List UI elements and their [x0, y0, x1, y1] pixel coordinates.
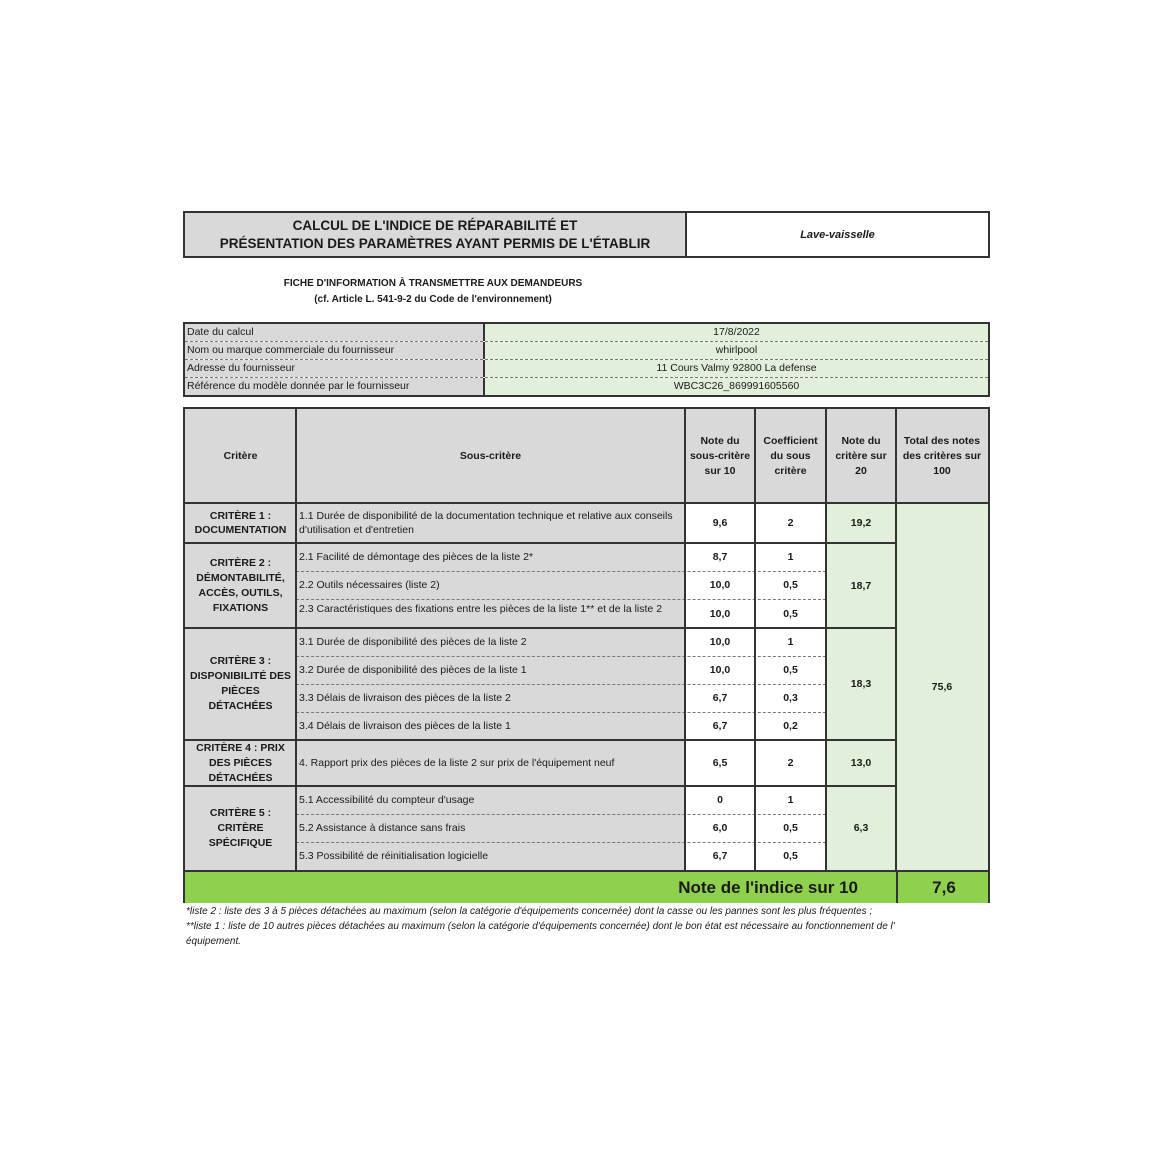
- col-header-critere: Critère: [223, 450, 258, 462]
- divider: [185, 502, 988, 504]
- divider: [185, 785, 896, 787]
- coef-3-1: 1: [787, 636, 794, 648]
- coef-1-1: 2: [787, 517, 794, 529]
- score-3-4: 6,7: [712, 720, 728, 732]
- appliance-category: Lave-vaisselle: [800, 228, 875, 241]
- subrow-divider: [296, 656, 826, 657]
- index-label: Note de l'indice sur 10: [678, 878, 858, 897]
- col-divider: [754, 409, 756, 870]
- fiche-line1: FICHE D'INFORMATION À TRANSMETTRE AUX DEMANDEURS: [283, 278, 583, 289]
- coef-4: 2: [787, 757, 794, 769]
- subcriterion-5-2-label: 5.2 Assistance à distance sans frais: [299, 822, 466, 834]
- coef-5-1: 1: [787, 794, 794, 806]
- report-title-line2: PRÉSENTATION DES PARAMÈTRES AYANT PERMIS DE L'ÉTABLIR: [219, 235, 651, 251]
- criterion-2-name: CRITÈRE 2 : DÉMONTABILITÉ, ACCÈS, OUTILS, FIXATIONS: [196, 556, 285, 614]
- criterion-5-note: 6,3: [853, 822, 869, 834]
- score-1-1: 9,6: [712, 517, 728, 529]
- info-row-date: [185, 324, 988, 342]
- repairability-table: [183, 407, 990, 903]
- info-value: 17/8/2022: [485, 324, 988, 341]
- report-title: [185, 213, 687, 256]
- score-4: 6,5: [712, 757, 728, 769]
- subcriterion-2-3-label: 2.3 Caractéristiques des fixations entre les pièces de la liste 1** et de la liste 2: [299, 603, 663, 615]
- col-header-sous-critere: Sous-critère: [459, 450, 522, 462]
- info-value: 11 Cours Valmy 92800 La defense: [485, 360, 988, 377]
- criterion-1-note: 19,2: [850, 517, 872, 529]
- index-row: [185, 870, 988, 903]
- coef-2-3: 0,5: [783, 607, 798, 620]
- criterion-2-note: 18,7: [850, 579, 872, 592]
- score-5-3: 6,7: [712, 850, 728, 862]
- footnotes: [186, 904, 986, 949]
- criterion-4-name: CRITÈRE 4 : PRIX DES PIÈCES DÉTACHÉES: [196, 741, 285, 784]
- coef-5-2: 0,5: [783, 822, 798, 834]
- subcriterion-3-2-label: 3.2 Durée de disponibilité des pièces de la liste 1: [299, 664, 527, 676]
- coef-5-3: 0,5: [783, 850, 798, 862]
- report-header: [183, 211, 990, 258]
- subrow-divider: [296, 684, 826, 685]
- subcriterion-3-1-label: 3.1 Durée de disponibilité des pièces de la liste 2: [299, 636, 527, 648]
- col-header-note-critere: Note du critère sur 20: [835, 434, 887, 477]
- coef-3-3: 0,3: [783, 692, 798, 704]
- coef-2-2: 0,5: [783, 579, 798, 591]
- footnote-2: **liste 1 : liste de 10 autres pièces détachées au maximum (selon la catégorie d'équipements concernée) dont le bon état est nécessaire au fonctionnement de l': [186, 921, 895, 932]
- info-label: Adresse du fournisseur: [185, 360, 485, 377]
- subrow-divider: [296, 842, 826, 843]
- index-value: 7,6: [896, 872, 990, 903]
- col-divider: [895, 409, 897, 870]
- fiche-subtitle: [183, 276, 683, 308]
- subcriterion-2-2-label: 2.2 Outils nécessaires (liste 2): [299, 579, 440, 591]
- supplier-info-table: [183, 322, 990, 397]
- score-3-2: 10,0: [709, 664, 731, 676]
- score-3-3: 6,7: [712, 692, 728, 704]
- subrow-divider: [296, 814, 826, 815]
- info-value: WBC3C26_869991605560: [485, 378, 988, 395]
- subcriterion-3-3-label: 3.3 Délais de livraison des pièces de la liste 2: [299, 692, 511, 704]
- report-title-line1: CALCUL DE L'INDICE DE RÉPARABILITÉ ET: [292, 217, 578, 233]
- subcriterion-2-1-label: 2.1 Facilité de démontage des pièces de la liste 2*: [299, 551, 534, 563]
- criterion-1-name: CRITÈRE 1 : DOCUMENTATION: [194, 510, 287, 536]
- footnote-3: équipement.: [186, 936, 242, 947]
- divider: [185, 542, 896, 544]
- info-value: whirlpool: [485, 342, 988, 359]
- subcriterion-5-3-label: 5.3 Possibilité de réinitialisation logicielle: [299, 850, 489, 862]
- info-label: Nom ou marque commerciale du fournisseur: [185, 342, 485, 359]
- score-2-3: 10,0: [709, 607, 731, 620]
- subcriterion-1-1-label: 1.1 Durée de disponibilité de la documentation technique et relative aux conseils d'utilisation et d'entretien: [299, 510, 673, 536]
- col-divider: [295, 409, 297, 870]
- criterion-3-name: CRITÈRE 3 : DISPONIBILITÉ DES PIÈCES DÉTACHÉES: [190, 655, 291, 712]
- fiche-line2: (cf. Article L. 541-9-2 du Code de l'environnement): [314, 294, 552, 305]
- footnote-1: *liste 2 : liste des 3 à 5 pièces détachées au maximum (selon la catégorie d'équipements concernée) dont la casse ou les pannes sont les plus fréquentes ;: [186, 906, 873, 917]
- col-divider: [825, 409, 827, 870]
- coef-3-2: 0,5: [783, 664, 798, 676]
- coef-3-4: 0,2: [783, 720, 798, 732]
- criterion-5-name: CRITÈRE 5 : CRITÈRE SPÉCIFIQUE: [208, 806, 273, 849]
- score-2-1: 8,7: [712, 551, 728, 563]
- criterion-4-note: 13,0: [850, 757, 872, 769]
- col-header-coef: Coefficient du sous critère: [763, 434, 818, 477]
- score-2-2: 10,0: [709, 579, 731, 591]
- info-label: Référence du modèle donnée par le fournisseur: [185, 378, 485, 395]
- divider: [185, 627, 896, 629]
- subrow-divider: [296, 571, 826, 572]
- col-header-total: Total des notes des critères sur 100: [902, 434, 982, 477]
- score-5-2: 6,0: [712, 822, 728, 834]
- score-5-1: 0: [717, 794, 723, 806]
- subrow-divider: [296, 599, 826, 600]
- criterion-3-note: 18,3: [850, 678, 872, 690]
- score-3-1: 10,0: [709, 636, 731, 648]
- subcriterion-4-label: 4. Rapport prix des pièces de la liste 2 sur prix de l'équipement neuf: [299, 757, 615, 769]
- subcriterion-5-1-label: 5.1 Accessibilité du compteur d'usage: [299, 794, 475, 806]
- info-label: Date du calcul: [185, 324, 485, 341]
- col-divider: [684, 409, 686, 870]
- subcriterion-3-4-label: 3.4 Délais de livraison des pièces de la liste 1: [299, 720, 511, 732]
- divider: [185, 739, 896, 741]
- col-header-note-sous: Note du sous-critère sur 10: [689, 434, 751, 477]
- info-row-brand: [185, 342, 988, 360]
- total-100-value: 75,6: [931, 680, 953, 693]
- info-row-model: [185, 378, 988, 395]
- info-row-address: [185, 360, 988, 378]
- coef-2-1: 1: [787, 551, 794, 563]
- subrow-divider: [296, 712, 826, 713]
